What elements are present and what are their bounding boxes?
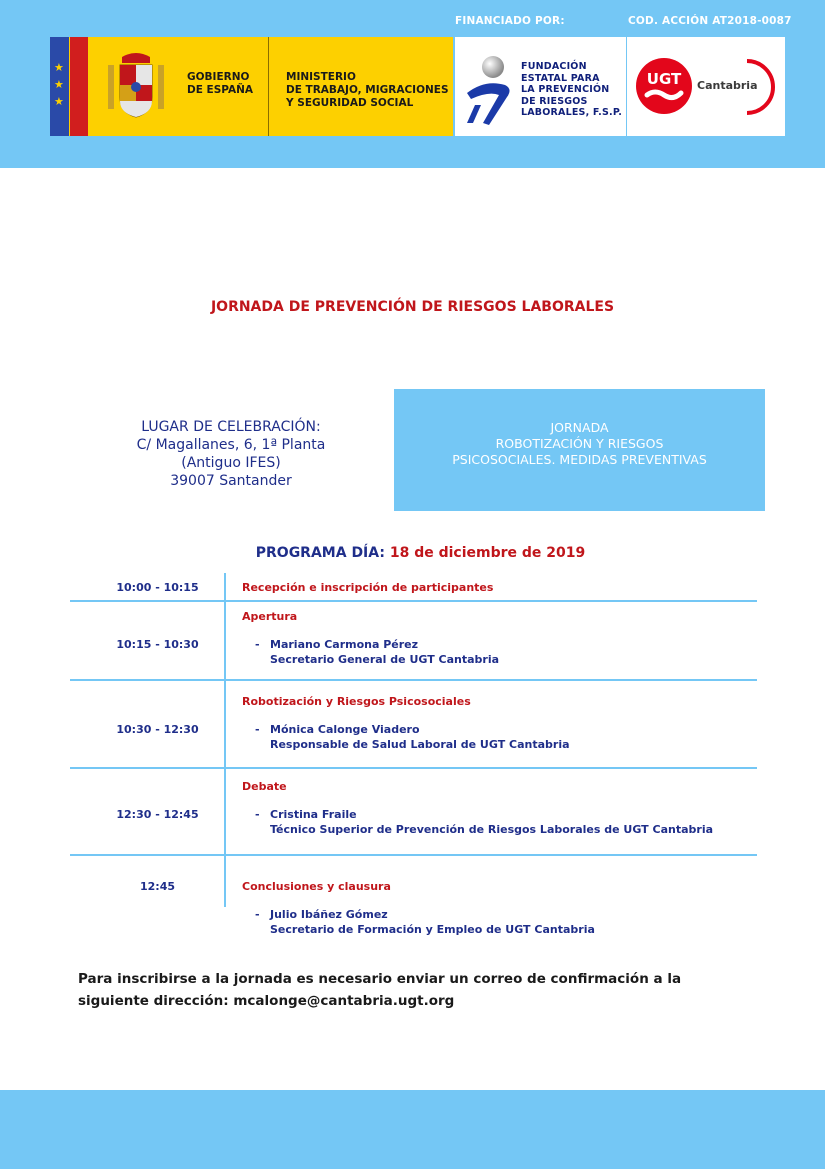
schedule-activity: Recepción e inscripción de participantes	[242, 581, 494, 594]
schedule-time: 10:15 - 10:30	[116, 638, 199, 651]
event-box	[394, 389, 765, 511]
coat-of-arms-icon	[106, 51, 166, 123]
schedule-speaker: - Cristina Fraile Técnico Superior de Prevención de Riesgos Laborales de UGT Cantabria	[255, 808, 714, 836]
schedule-divider	[70, 767, 757, 769]
schedule-time: 12:30 - 12:45	[116, 808, 199, 821]
event-title: JORNADA ROBOTIZACIÓN Y RIESGOS PSICOSOCIALES. MEDIDAS PREVENTIVAS	[452, 420, 707, 467]
schedule-time: 10:30 - 12:30	[116, 723, 199, 736]
venue-info: LUGAR DE CELEBRACIÓN: C/ Magallanes, 6, 1ª Planta (Antiguo IFES) 39007 Santander	[136, 419, 326, 489]
schedule-speaker: - Mariano Carmona Pérez Secretario General de UGT Cantabria	[255, 638, 500, 666]
schedule-divider	[70, 679, 757, 681]
government-name: GOBIERNO DE ESPAÑA	[187, 71, 254, 96]
schedule-activity: Conclusiones y clausura	[242, 880, 391, 893]
schedule-activity: Apertura	[242, 610, 298, 623]
schedule-activity: Robotización y Riesgos Psicosociales	[242, 695, 471, 708]
foundation-logo	[455, 37, 626, 136]
ugt-arc-icon	[739, 55, 781, 119]
ugt-emblem-icon	[635, 57, 693, 115]
program-label: PROGRAMA DÍA:	[255, 545, 385, 561]
schedule-speaker: - Julio Ibáñez Gómez Secretario de Formación y Empleo de UGT Cantabria	[255, 908, 595, 936]
schedule-divider	[70, 854, 757, 856]
ugt-region-label: Cantabria	[697, 79, 758, 92]
schedule-divider	[70, 600, 757, 602]
government-logo	[50, 37, 453, 136]
schedule-divider-vertical	[224, 573, 226, 907]
program-date: 18 de diciembre de 2019	[389, 545, 586, 561]
foundation-mark-icon	[461, 55, 517, 130]
footer-band	[0, 1090, 825, 1169]
schedule-time: 12:45	[139, 880, 175, 893]
schedule-time: 10:00 - 10:15	[116, 581, 199, 594]
ugt-logo	[627, 37, 785, 136]
page-title: JORNADA DE PREVENCIÓN DE RIESGOS LABORALES	[210, 299, 615, 315]
schedule-activity: Debate	[242, 780, 287, 793]
registration-notice: Para inscribirse a la jornada es necesario enviar un correo de confirmación a la siguiente dirección: mcalonge@cantabria.ugt.org	[78, 971, 682, 1009]
schedule-speaker: - Mónica Calonge Viadero Responsable de Salud Laboral de UGT Cantabria	[255, 723, 570, 751]
stars-icon: ★ ★ ★	[54, 61, 64, 108]
program-heading	[0, 545, 825, 561]
header-band	[0, 0, 825, 168]
svg-text:UGT: UGT	[646, 70, 682, 88]
funded-by-label: FINANCIADO POR:	[455, 15, 565, 27]
foundation-name: FUNDACIÓN ESTATAL PARA LA PREVENCIÓN DE RIESGOS LABORALES, F.S.P.	[521, 61, 623, 118]
action-code: COD. ACCIÓN AT2018-0087	[628, 15, 792, 27]
ministry-name: MINISTERIO DE TRABAJO, MIGRACIONES Y SEGURIDAD SOCIAL	[286, 71, 449, 109]
logo-divider	[268, 37, 269, 136]
